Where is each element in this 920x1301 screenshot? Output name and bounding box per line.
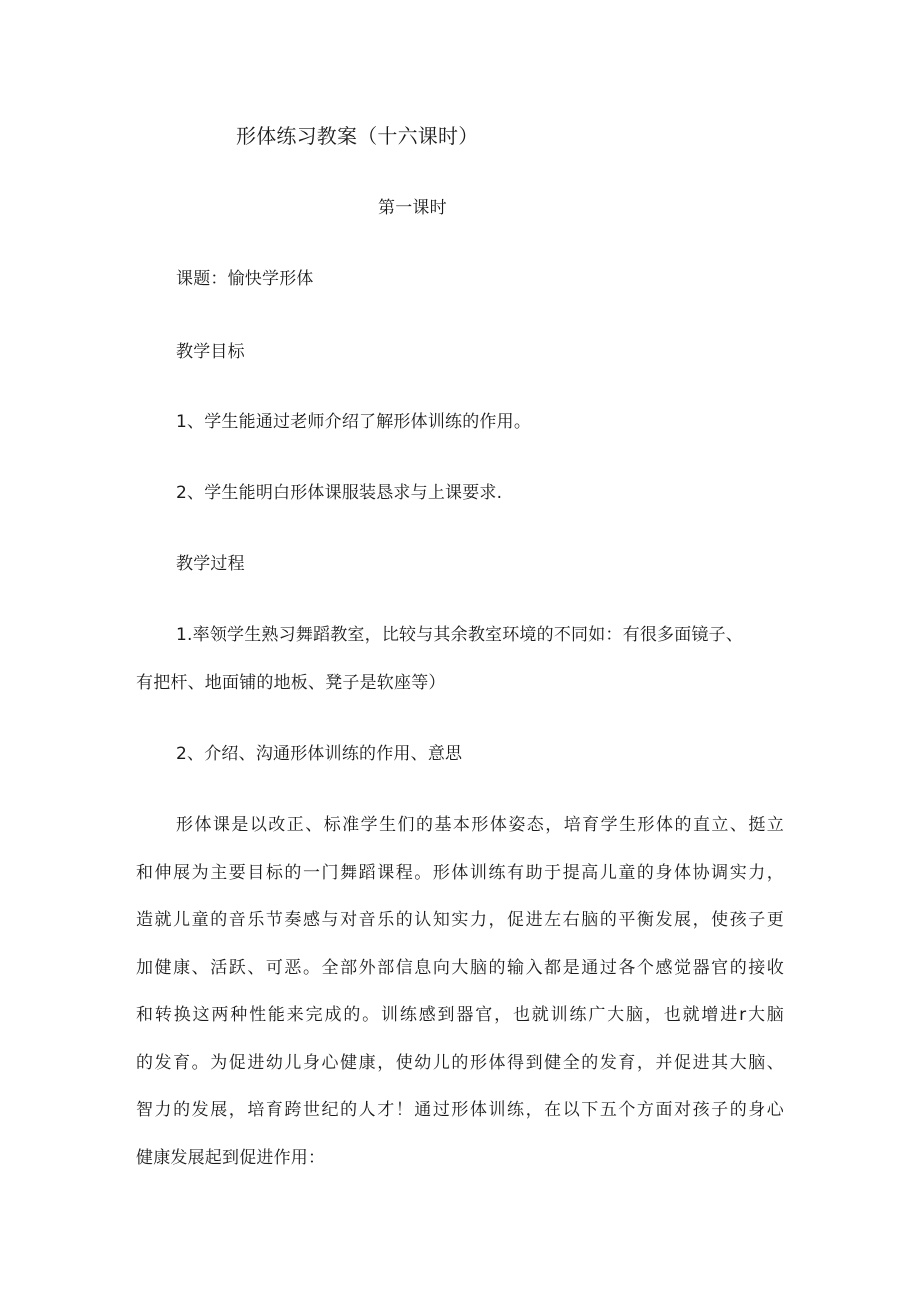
paragraph-line: 形体课是以改正、标准学生们的基本形体姿态，培育学生形体的直立、挺立 bbox=[176, 815, 784, 835]
paragraph-line: 的发育。为促进幼儿身心健康，使幼儿的形体得到健全的发育，并促进其大脑、 bbox=[136, 1053, 784, 1073]
document-title: 形体练习教案（十六课时） bbox=[236, 124, 479, 148]
paragraph-line: 和转换这两种性能来完成的。训练感到器官，也就训练广大脑，也就增进r大脑 bbox=[136, 1005, 784, 1025]
process-item: 2、介绍、沟通形体训练的作用、意思 bbox=[176, 744, 463, 764]
paragraph-line: 健康发展起到促进作用： bbox=[136, 1148, 326, 1168]
objective-item: 2、学生能明白形体课服装恳求与上课要求. bbox=[176, 483, 503, 503]
objective-item: 1、学生能通过老师介绍了解形体训练的作用。 bbox=[176, 412, 532, 432]
objectives-heading: 教学目标 bbox=[176, 342, 245, 362]
paragraph-line: 和伸展为主要目标的一门舞蹈课程。形体训练有助于提高儿童的身体协调实力， bbox=[136, 863, 784, 883]
topic-line: 课题：愉快学形体 bbox=[176, 269, 314, 289]
paragraph-line: 造就儿童的音乐节奏感与对音乐的认知实力，促进左右脑的平衡发展，使孩子更 bbox=[136, 910, 784, 930]
paragraph-line: 智力的发展，培育跨世纪的人才！通过形体训练，在以下五个方面对孩子的身心 bbox=[136, 1100, 784, 1120]
process-heading: 教学过程 bbox=[176, 554, 245, 574]
process-item-line: 1.率领学生熟习舞蹈教室，比较与其余教室环境的不同如：有很多面镜子、 bbox=[176, 625, 744, 645]
process-item-line: 有把杆、地面铺的地板、凳子是软座等） bbox=[136, 673, 446, 693]
lesson-heading: 第一课时 bbox=[378, 198, 447, 218]
paragraph-line: 加健康、活跃、可恶。全部外部信息向大脑的输入都是通过各个感觉器官的接收 bbox=[136, 958, 784, 978]
